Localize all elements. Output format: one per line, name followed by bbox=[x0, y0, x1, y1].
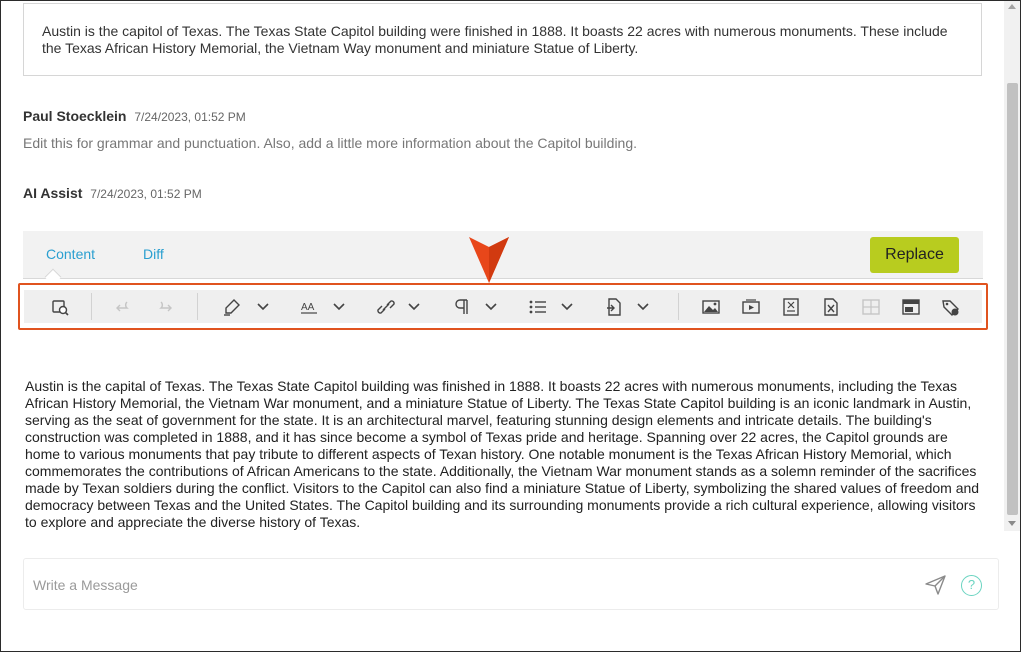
svg-text:AA: AA bbox=[301, 302, 315, 313]
message-composer bbox=[23, 558, 999, 610]
document-icon[interactable] bbox=[781, 298, 801, 316]
highlighter-icon[interactable] bbox=[222, 298, 242, 316]
link-icon[interactable] bbox=[376, 298, 396, 316]
replace-button[interactable]: Replace bbox=[870, 237, 959, 273]
tag-search-icon[interactable] bbox=[50, 298, 70, 316]
message-input[interactable] bbox=[33, 575, 913, 595]
original-text-box bbox=[23, 3, 982, 76]
comment-header-ai bbox=[23, 185, 202, 201]
help-icon[interactable]: ? bbox=[961, 575, 982, 596]
tag-icon[interactable] bbox=[941, 298, 961, 316]
layout-icon[interactable] bbox=[901, 298, 921, 316]
chevron-down-icon[interactable] bbox=[332, 297, 346, 315]
editor-toolbar bbox=[18, 283, 988, 330]
scroll-down-arrow-icon[interactable] bbox=[1008, 521, 1016, 526]
toolbar-divider bbox=[91, 293, 92, 320]
media-icon[interactable] bbox=[741, 298, 761, 316]
scroll-up-arrow-icon[interactable] bbox=[1008, 4, 1016, 9]
send-icon[interactable] bbox=[925, 575, 947, 595]
chevron-down-icon[interactable] bbox=[484, 297, 498, 315]
chevron-down-icon[interactable] bbox=[407, 297, 421, 315]
comment-author: AI Assist bbox=[23, 185, 83, 201]
location-marker-icon bbox=[469, 237, 509, 283]
toolbar-divider bbox=[678, 293, 679, 320]
comment-body: Edit this for grammar and punctuation. Also, add a little more information about the Capitol building. bbox=[23, 135, 638, 151]
undo-icon[interactable] bbox=[114, 298, 134, 316]
comment-header-user bbox=[23, 108, 246, 124]
comment-timestamp: 7/24/2023, 01:52 PM bbox=[134, 110, 246, 124]
scroll-thumb[interactable] bbox=[1007, 83, 1018, 515]
insert-icon[interactable] bbox=[604, 298, 624, 316]
font-size-icon[interactable] bbox=[300, 298, 320, 316]
table-icon[interactable] bbox=[861, 298, 881, 316]
comment-author: Paul Stoecklein bbox=[23, 108, 127, 124]
paragraph-icon[interactable] bbox=[452, 298, 472, 316]
chevron-down-icon[interactable] bbox=[256, 297, 270, 315]
original-text: Austin is the capitol of Texas. The Texas State Capitol building were finished in 1888. It boasts 22 acres with numerous monuments. These include the Texas African History Memorial, the Vietnam Way monument and miniature Statue of Liberty. bbox=[42, 23, 948, 56]
image-icon[interactable] bbox=[701, 298, 721, 316]
toolbar-divider bbox=[197, 293, 198, 320]
comment-timestamp: 7/24/2023, 01:52 PM bbox=[90, 187, 202, 201]
list-icon[interactable] bbox=[528, 298, 548, 316]
vertical-scrollbar[interactable] bbox=[1004, 1, 1021, 531]
tab-content[interactable]: Content bbox=[46, 246, 96, 262]
toolbar-strip bbox=[24, 290, 982, 323]
tab-diff[interactable]: Diff bbox=[143, 246, 164, 262]
redo-icon[interactable] bbox=[154, 298, 174, 316]
chevron-down-icon[interactable] bbox=[636, 297, 650, 315]
ai-result-text: Austin is the capital of Texas. The Texas State Capitol building was finished in 1888. It boasts 22 acres with numerous monuments, including the Texas African History Memorial, the Vietnam War monument, and a miniature Statue of Liberty. The Texas State Capitol building is an iconic landmark in Austin, serving as the seat of government for the state. It is an architectural marvel, featuring stunning design elements and intricate details. The building's construction was completed in 1888, and it has since become a symbol of Texas pride and heritage. Spanning over 22 acres, the Capitol grounds are home to various monuments that pay tribute to different aspects of Texan history. One notable monument is the Texas African History Memorial, which commemorates the contributions of African Americans to the state. Additionally, the Vietnam War monument stands as a solemn reminder of the sacrifices made by Texan soldiers during the conflict. Visitors to the Capitol can also find a miniature Statue of Liberty, symbolizing the shared values of freedom and democracy between Texas and the United States. The Capitol building and its surrounding monuments provide a rich cultural experience, allowing visitors to explore and appreciate the diverse history of Texas. bbox=[25, 378, 980, 530]
excel-icon[interactable] bbox=[821, 298, 841, 316]
chevron-down-icon[interactable] bbox=[560, 297, 574, 315]
